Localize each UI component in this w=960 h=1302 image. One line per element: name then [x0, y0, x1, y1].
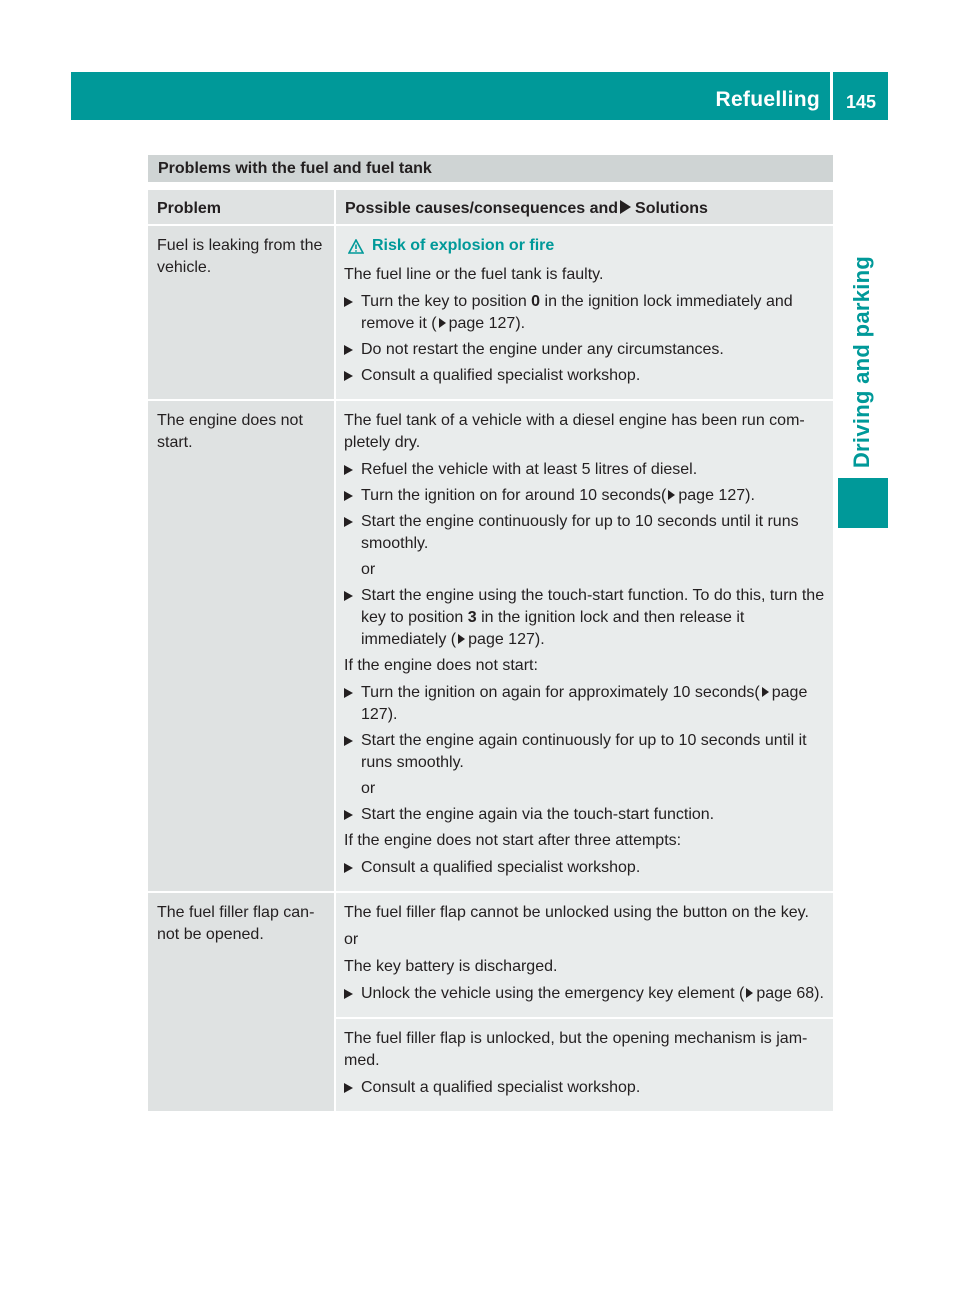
column-header-solutions — [336, 190, 833, 224]
step-arrow-icon — [344, 810, 353, 820]
step-item: Refuel the vehicle with at least 5 litres of diesel. — [344, 459, 827, 481]
step-item: Consult a qualified specialist workshop. — [344, 1077, 827, 1099]
header-divider — [830, 72, 833, 120]
solution-cell — [336, 1019, 833, 1111]
step-arrow-icon — [344, 1083, 353, 1093]
problem-cell: The fuel filler flap can-not be opened. — [148, 893, 334, 1111]
side-tab-label: Driving and parking — [849, 255, 874, 469]
step-arrow-icon — [344, 736, 353, 746]
page-ref-icon — [439, 318, 446, 328]
step-item: Start the engine again via the touch-start function. — [344, 804, 827, 826]
column-header-solutions-prefix: Possible causes/consequences and — [345, 200, 619, 217]
page-ref-icon — [746, 988, 753, 998]
or-text: or — [361, 561, 376, 578]
step-item: Do not restart the engine under any circumstances. — [344, 339, 827, 361]
section-title: Refuelling — [715, 88, 820, 111]
step-arrow-icon — [344, 591, 353, 601]
condition-text: If the engine does not start after three attempts: — [344, 832, 682, 849]
cause-text: The fuel filler flap cannot be unlocked using the button on the key. — [344, 904, 809, 921]
step-item: Unlock the vehicle using the emergency key element ( page 68). — [344, 983, 827, 1005]
table-title: Problems with the fuel and fuel tank — [148, 155, 833, 182]
arrow-right-icon — [620, 200, 631, 214]
page-ref-icon — [668, 490, 675, 500]
step-item: Turn the ignition on again for approximately 10 seconds( page 127). — [344, 682, 827, 726]
warning-triangle-icon — [348, 239, 364, 254]
side-tab-marker — [838, 478, 888, 528]
condition-text: If the engine does not start: — [344, 657, 538, 674]
page-reference-link[interactable]: page 68). — [756, 985, 824, 1002]
solution-cell — [336, 401, 833, 891]
cause-text: The key battery is discharged. — [344, 958, 558, 975]
step-arrow-icon — [344, 465, 353, 475]
step-item: Start the engine using the touch-start function. To do this, turn the key to position 3 in the ignition lock and then release it immediately ( page 127). — [344, 585, 827, 651]
step-arrow-icon — [344, 491, 353, 501]
step-arrow-icon — [344, 863, 353, 873]
table-grid — [148, 190, 833, 1111]
page-ref-icon — [762, 687, 769, 697]
warning-text: Risk of explosion or fire — [372, 237, 555, 254]
step-item: Turn the ignition on for around 10 seconds( page 127). — [344, 485, 827, 507]
step-item: Turn the key to position 0 in the ignition lock immediately and remove it ( page 127). — [344, 291, 827, 335]
step-item: Start the engine again continuously for up to 10 seconds until it runs smoothly. — [344, 730, 827, 774]
step-item: Consult a qualified specialist workshop. — [344, 857, 827, 879]
page-reference-link[interactable]: page 127). — [448, 315, 526, 332]
step-arrow-icon — [344, 989, 353, 999]
cause-text: The fuel tank of a vehicle with a diesel engine has been run com-pletely dry. — [344, 412, 805, 451]
solution-cell — [336, 893, 833, 1017]
column-header-problem: Problem — [148, 190, 334, 224]
page-reference-link[interactable]: page 127). — [468, 631, 545, 648]
solution-stack — [336, 893, 833, 1111]
step-arrow-icon — [344, 517, 353, 527]
or-text: or — [361, 780, 376, 797]
step-item: Consult a qualified specialist workshop. — [344, 365, 827, 387]
problems-table — [148, 155, 833, 1111]
column-header-solutions-suffix: Solutions — [635, 200, 708, 217]
or-text: or — [344, 931, 359, 948]
problem-cell: The engine does not start. — [148, 401, 334, 891]
step-arrow-icon — [344, 371, 353, 381]
warning-notice — [344, 235, 827, 257]
page-reference-link[interactable]: page 127). — [361, 684, 808, 723]
step-item: Start the engine continuously for up to 10 seconds until it runs smoothly. — [344, 511, 827, 555]
solution-cell — [336, 226, 833, 399]
problem-cell: Fuel is leaking from the vehicle. — [148, 226, 334, 399]
page-reference-link[interactable]: page 127). — [678, 487, 755, 504]
step-arrow-icon — [344, 345, 353, 355]
cause-text: The fuel filler flap is unlocked, but the opening mechanism is jam-med. — [344, 1030, 808, 1069]
page-ref-icon — [458, 634, 465, 644]
page-number: 145 — [845, 92, 877, 112]
cause-text: The fuel line or the fuel tank is faulty. — [344, 266, 604, 283]
step-arrow-icon — [344, 297, 353, 307]
step-arrow-icon — [344, 688, 353, 698]
